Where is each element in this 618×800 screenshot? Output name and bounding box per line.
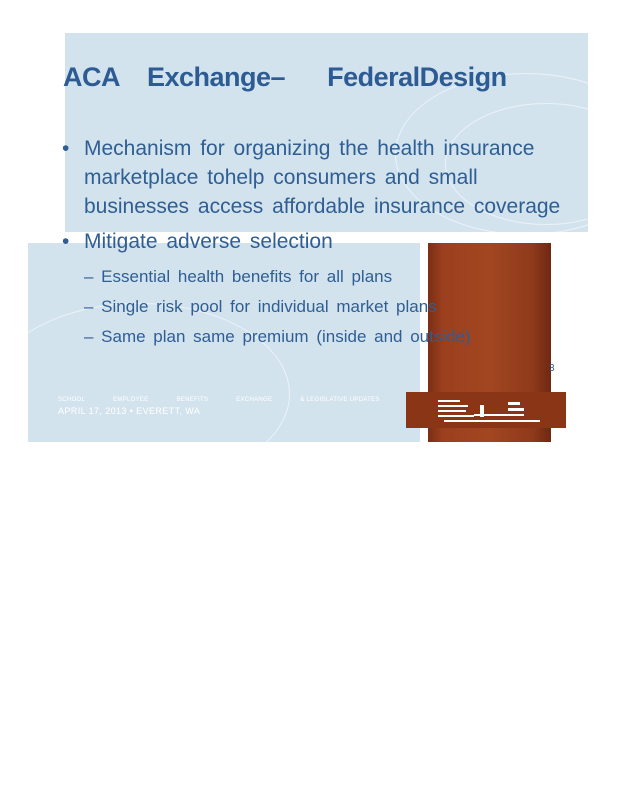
bullet-marker: • — [62, 137, 70, 160]
footer-word: SCHOOL — [58, 397, 86, 403]
footer-word: BENEFITS — [176, 397, 209, 403]
page-number: 3 — [549, 363, 555, 374]
footer-date-location: APRIL 17, 2013 • EVERETT, WA — [58, 406, 201, 416]
bullet-text: Mechanism for organizing the health insurance marketplace tohelp consumers and small businesses access affordable insurance coverage — [84, 137, 561, 218]
organization-logo — [434, 396, 544, 424]
slide-title: ACA Exchange– FederalDesign — [63, 62, 507, 92]
bullet-marker: • — [62, 230, 70, 253]
sub-bullet-item: – Same plan same premium (inside and outside) — [84, 327, 471, 346]
sub-bullet-item: – Single risk pool for individual market plans — [84, 297, 437, 316]
footer-word: EXCHANGE — [236, 397, 273, 403]
sub-bullet-item: – Essential health benefits for all plans — [84, 267, 393, 286]
footer-word: EMPLOYEE — [113, 397, 149, 403]
bullet-item — [62, 227, 582, 256]
bullet-list — [62, 134, 582, 352]
footer-word: & LEGISLATIVE UPDATES — [300, 397, 380, 403]
logo-banner — [406, 392, 566, 428]
bullet-item — [62, 134, 582, 221]
sub-bullet-list — [84, 262, 582, 352]
footer-organization — [58, 397, 406, 403]
bullet-text: Mitigate adverse selection — [84, 230, 333, 253]
